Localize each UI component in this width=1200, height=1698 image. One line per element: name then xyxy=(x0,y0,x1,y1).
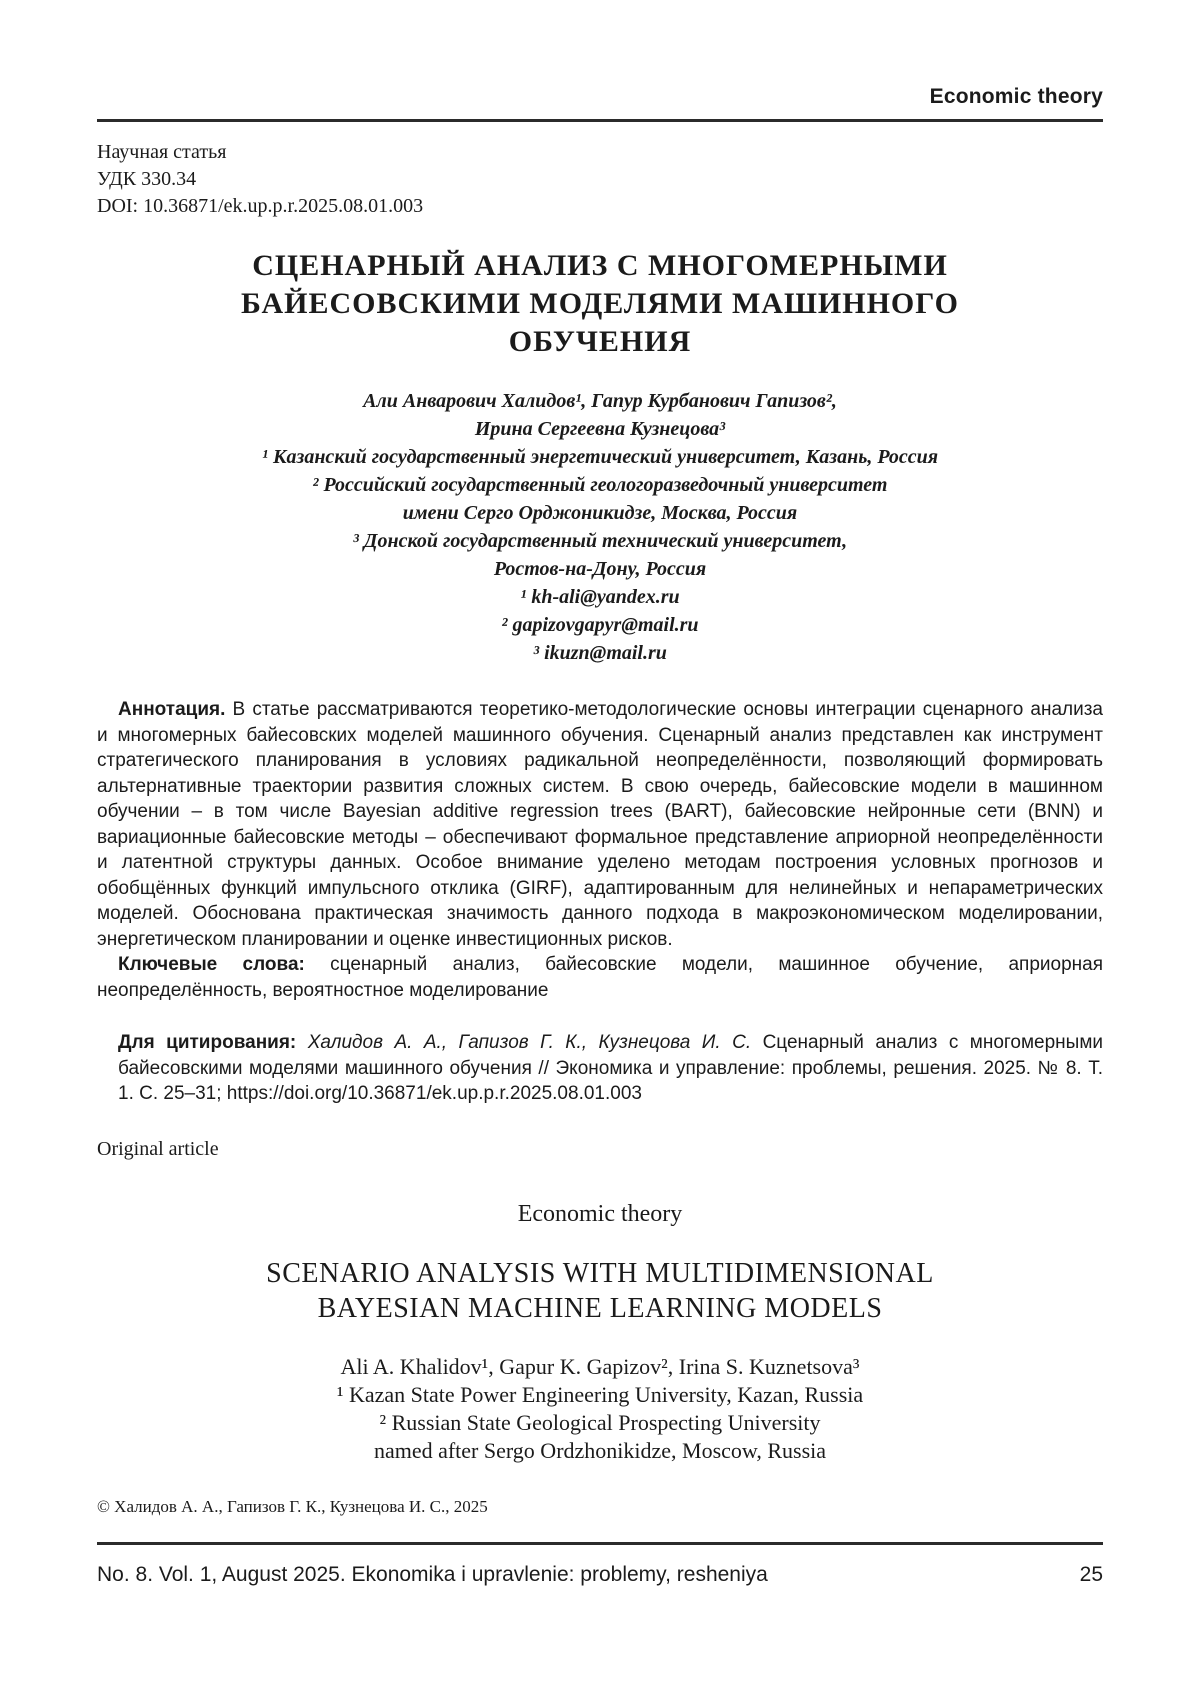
citation-text: Сценарный анализ с многомерными байесовскими моделями машинного обучения // Экономика и управление: проблемы, решения. 2025. № 8. Т. 1. С. 25–31; https://doi.org/10.36871/ek.up.p.r.2025.08.01.003 xyxy=(118,1032,1103,1104)
doi-line: DOI: 10.36871/ek.up.p.r.2025.08.01.003 xyxy=(97,195,424,217)
keywords-paragraph xyxy=(97,952,1103,1003)
author-line-ru: Ирина Сергеевна Кузнецова³ xyxy=(474,418,726,440)
article-title-en-line: SCENARIO ANALYSIS WITH MULTIDIMENSIONAL xyxy=(266,1257,934,1289)
citation-label: Для цитирования: xyxy=(118,1032,297,1053)
affiliation-line-ru: ³ Донской государственный технический университет, xyxy=(352,530,848,552)
author-line-en: Ali A. Khalidov¹, Gapur K. Gapizov², Irina S. Kuznetsova³ xyxy=(340,1353,860,1379)
authors-affiliations-en xyxy=(97,1353,1103,1465)
affiliation-line-ru: ² Российский государственный геологоразведочный университет xyxy=(312,474,888,496)
affiliation-line-ru: имени Серго Орджоникидзе, Москва, Россия xyxy=(402,502,798,524)
article-title-en xyxy=(97,1256,1103,1326)
article-title-ru-line: БАЙЕСОВСКИМИ МОДЕЛЯМИ МАШИННОГО xyxy=(241,287,959,320)
citation-paragraph xyxy=(118,1030,1103,1107)
article-type-en: Original article xyxy=(97,1137,219,1160)
author-email: ¹ kh-ali@yandex.ru xyxy=(520,586,680,608)
article-meta xyxy=(97,139,1103,220)
udc-number: УДК 330.34 xyxy=(97,168,197,190)
citation-authors: Халидов А. А., Гапизов Г. К., Кузнецова И. С. xyxy=(307,1032,752,1053)
affiliation-line-en: ¹ Kazan State Power Engineering University, Kazan, Russia xyxy=(336,1381,864,1407)
abstract-paragraph xyxy=(97,697,1103,952)
abstract-label: Аннотация. xyxy=(118,699,226,720)
keywords-text: сценарный анализ, байесовские модели, машинное обучение, априорная неопределённость, вероятностное моделирование xyxy=(97,954,1103,1001)
authors-affiliations-ru xyxy=(97,387,1103,667)
article-title-ru-line: ОБУЧЕНИЯ xyxy=(508,325,692,358)
affiliation-line-ru: ¹ Казанский государственный энергетический университет, Казань, Россия xyxy=(261,446,939,468)
article-title-en-line: BAYESIAN MACHINE LEARNING MODELS xyxy=(317,1292,883,1324)
author-email: ² gapizovgapyr@mail.ru xyxy=(501,614,699,636)
affiliation-line-ru: Ростов-на-Дону, Россия xyxy=(493,558,707,580)
affiliation-line-en: named after Sergo Ordzhonikidze, Moscow, Russia xyxy=(373,1437,827,1463)
affiliation-line-en: ² Russian State Geological Prospecting University xyxy=(379,1409,821,1435)
abstract-and-keywords xyxy=(97,697,1103,1003)
footer-issue-info: No. 8. Vol. 1, August 2025. Ekonomika i upravlenie: problemy, resheniya xyxy=(97,1562,768,1586)
copyright-line: © Халидов А. А., Гапизов Г. К., Кузнецова И. С., 2025 xyxy=(97,1496,488,1516)
footer-rule xyxy=(97,1542,1103,1545)
author-line-ru: Али Анварович Халидов¹, Гапур Курбанович Гапизов², xyxy=(363,390,837,412)
running-head-section: Economic theory xyxy=(929,85,1103,108)
header-rule xyxy=(97,119,1103,122)
keywords-label: Ключевые слова: xyxy=(118,954,305,975)
article-title-ru-line: СЦЕНАРНЫЙ АНАЛИЗ С МНОГОМЕРНЫМИ xyxy=(252,249,948,282)
page-footer xyxy=(97,1562,1103,1588)
author-email: ³ ikuzn@mail.ru xyxy=(533,642,667,664)
section-heading-en: Economic theory xyxy=(517,1200,683,1227)
article-type-ru: Научная статья xyxy=(97,141,227,163)
citation-block xyxy=(118,1030,1103,1107)
article-title-ru xyxy=(97,247,1103,361)
footer-page-number: 25 xyxy=(1079,1562,1103,1586)
abstract-text: В статье рассматриваются теоретико-методологические основы интеграции сценарного анализа и многомерных байесовских моделей машинного обучения. Сценарный анализ представлен как инструмент стратегического планирования в условиях радикальной неопределённости, позволяющий формировать альтернативные траектории развития сложных систем. В свою очередь, байесовские модели в машинном обучении – в том числе Bayesian additive regression trees (BART), байесовские нейронные сети (BNN) и вариационные байесовские методы – обеспечивают формальное представление априорной неопределённости и латентной структуры данных. Особое внимание уделено методам построения условных прогнозов и обобщённых функций импульсного отклика (GIRF), адаптированным для нелинейных и непараметрических моделей. Обоснована практическая значимость данного подхода в макроэкономическом моделировании, энергетическом планировании и оценке инвестиционных рисков. xyxy=(97,699,1104,950)
